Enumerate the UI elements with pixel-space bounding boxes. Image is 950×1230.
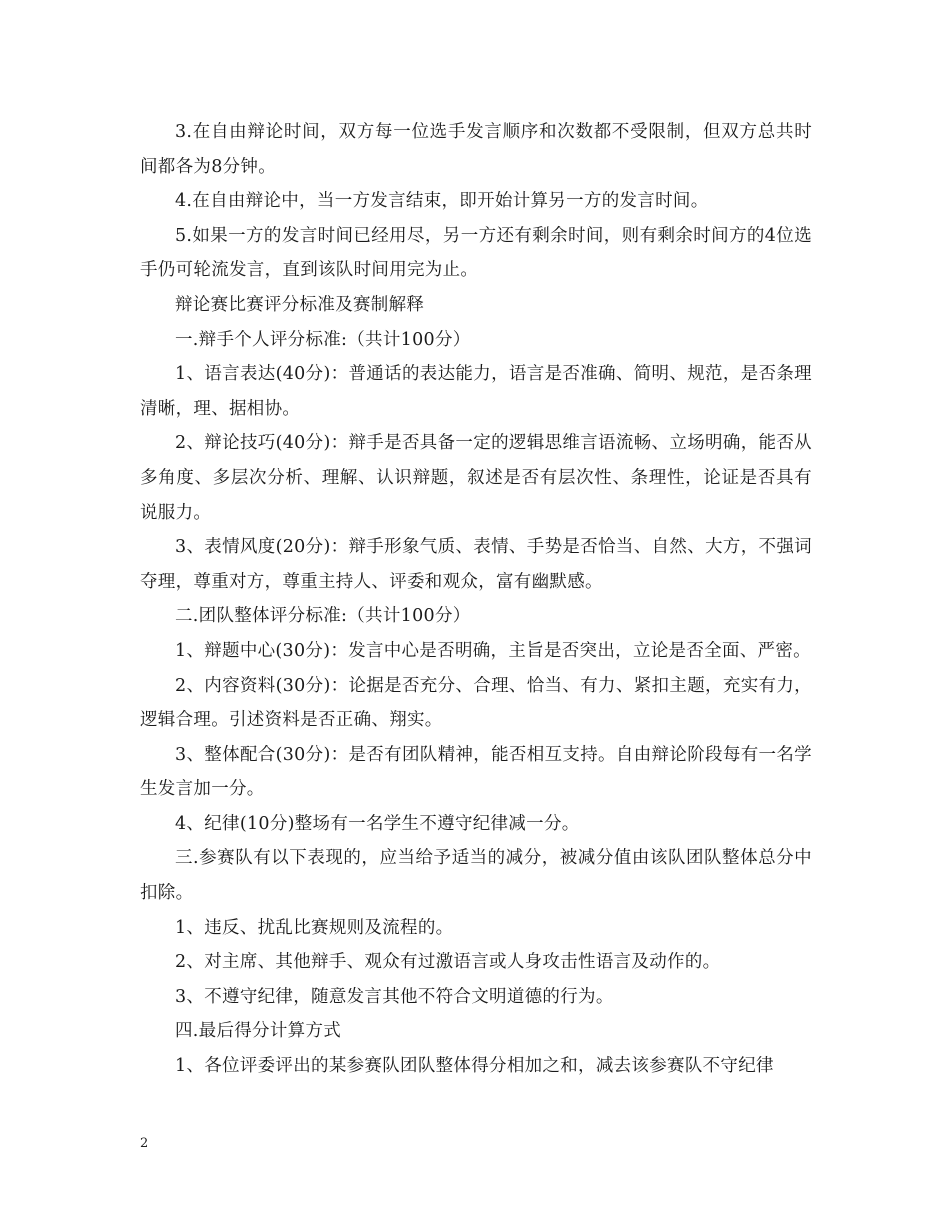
paragraph-rule-violation: 1、违反、扰乱比赛规则及流程的。 [175,917,454,938]
section-heading-scoring: 辩论赛比赛评分标准及赛制解释 [175,294,425,315]
paragraph-undisciplined-speech: 3、不遵守纪律，随意发言其他不符合文明道德的行为。 [175,986,614,1007]
heading-team-scoring: 二.团队整体评分标准:（共计100分） [175,606,471,627]
paragraph-remaining-time: 5.如果一方的发言时间已经用尽，另一方还有剩余时间，则有剩余时间方的4位选手仍可轮流发言，直到该队时间用完为止。 [140,225,812,281]
paragraph-discipline: 4、纪律(10分)整场有一名学生不遵守纪律减一分。 [175,813,580,834]
page-number: 2 [140,1136,149,1151]
paragraph-content-material: 2、内容资料(30分)：论据是否充分、合理、恰当、有力、紧扣主题，充实有力，逻辑合理。引述资料是否正确、翔实。 [140,675,812,731]
heading-individual-scoring: 一.辩手个人评分标准:（共计100分） [175,329,471,350]
heading-deductions: 三.参赛队有以下表现的，应当给予适当的减分，被减分值由该队团队整体总分中扣除。 [140,848,812,904]
paragraph-teamwork: 3、整体配合(30分)：是否有团队精神，能否相互支持。自由辩论阶段每有一名学生发言加一分。 [140,744,812,800]
paragraph-language-expression: 1、语言表达(40分)：普通话的表达能力，语言是否准确、简明、规范，是否条理清晰，理、据相协。 [140,364,812,419]
paragraph-demeanor: 3、表情风度(20分)：辩手形象气质、表情、手势是否恰当、自然、大方，不强词夺理，尊重对方，尊重主持人、评委和观众，富有幽默感。 [140,537,812,592]
paragraph-debate-skills: 2、辩论技巧(40分)：辩手是否具备一定的逻辑思维言语流畅、立场明确，能否从多角度、多层次分析、理解、认识辩题，叙述是否有层次性、条理性，论证是否具有说服力。 [140,433,812,523]
paragraph-topic-focus: 1、辩题中心(30分)：发言中心是否明确，主旨是否突出，立论是否全面、严密。 [175,640,811,661]
paragraph-score-calculation: 1、各位评委评出的某参赛队团队整体得分相加之和，减去该参赛队不守纪律 [175,1056,774,1077]
heading-final-score: 四.最后得分计算方式 [175,1021,342,1042]
paragraph-free-debate-timing: 4.在自由辩论中，当一方发言结束，即开始计算另一方的发言时间。 [175,191,709,212]
paragraph-free-debate-time-limit: 3.在自由辩论时间，双方每一位选手发言顺序和次数都不受限制，但双方总共时间都各为8分钟。 [140,122,812,177]
paragraph-offensive-language: 2、对主席、其他辩手、观众有过激语言或人身攻击性语言及动作的。 [175,952,721,973]
document-body [140,115,812,1084]
